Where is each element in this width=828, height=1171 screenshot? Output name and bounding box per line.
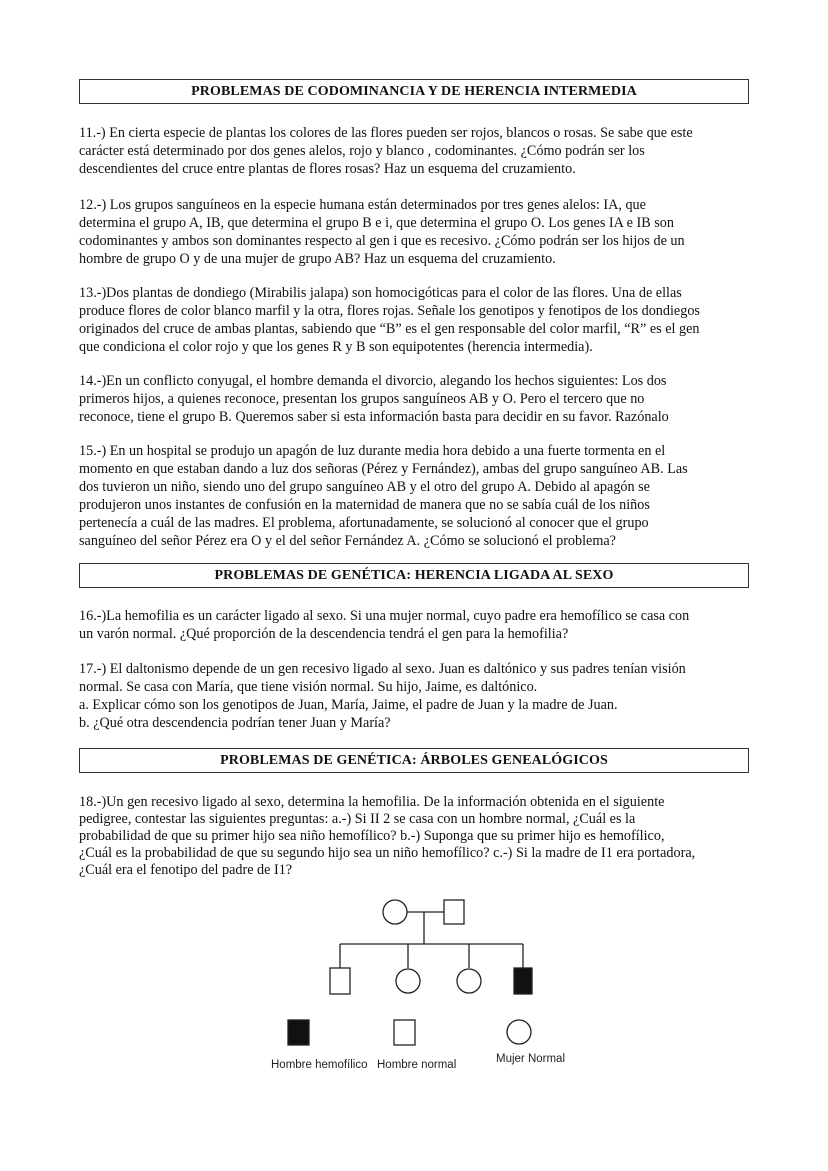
legend-affected-male-label: Hombre hemofílico [271, 1059, 368, 1071]
pedigree-female-normal-gen2-b [457, 969, 481, 993]
problem-13: 13.-)Dos plantas de dondiego (Mirabilis jalapa) son homocigóticas para el color de las flores. Una de ellas produce flores de color blanco marfil y la otra, flores rojas. Señale los genotipos y fenotipos de los dondiegos originados del cruce de ambas plantas, sabiendo que “B” es el gen responsable del color marfil, “R” es el gen que condiciona el color rojo y que los genes R y B son equipotentes (herencia intermedia). [79, 285, 700, 355]
section-header-codominance: PROBLEMAS DE CODOMINANCIA Y DE HERENCIA INTERMEDIA [79, 79, 749, 104]
legend-normal-male-icon [394, 1020, 415, 1045]
section-header-sex-linked: PROBLEMAS DE GENÉTICA: HERENCIA LIGADA AL SEXO [79, 563, 749, 588]
legend-normal-female-label: Mujer Normal [496, 1053, 566, 1065]
pedigree-female-normal-gen1 [383, 900, 407, 924]
problem-14: 14.-)En un conflicto conyugal, el hombre demanda el divorcio, alegando los hechos siguientes: Los dos primeros hijos, a quienes reconoce, presentan los grupos sanguíneos AB y O. Pero el tercero que no reconoce, tiene el grupo B. Queremos saber si esta información basta para decidir en su favor. Razónalo [79, 373, 669, 425]
legend-normal-male-label: Hombre normal [377, 1059, 457, 1071]
problem-16: 16.-)La hemofilia es un carácter ligado al sexo. Si una mujer normal, cuyo padre era hemofílico se casa con un varón normal. ¿Qué proporción de la descendencia tendrá el gen para la hemofilia? [79, 608, 690, 642]
problem-11: 11.-) En cierta especie de plantas los colores de las flores pueden ser rojos, blancos o rosas. Se sabe que este carácter está determinado por dos genes alelos, rojo y blanco , codominantes. ¿Cómo podrán ser los descendientes del cruce entre plantas de flores rosas? Haz un esquema del cruzamiento. [79, 125, 693, 177]
problem-18: 18.-)Un gen recesivo ligado al sexo, determina la hemofilia. De la información obtenida en el siguiente pedigree, contestar las siguientes preguntas: a.-) Si II 2 se casa con un hombre normal, ¿Cuál es la probabilidad de que su primer hijo sea niño hemofílico? b.-) Suponga que su primer hijo es hemofílico, ¿Cuál es la probabilidad de que su segundo hijo sea un niño hemofílico? c.-) Si la madre de I1 era portadora, ¿Cuál era el fenotipo del padre de I1? [79, 794, 696, 878]
pedigree-male-normal-gen1 [444, 900, 464, 924]
pedigree-male-affected-gen2 [514, 968, 532, 994]
pedigree-female-normal-gen2-a [396, 969, 420, 993]
legend-normal-female-icon [507, 1020, 531, 1044]
legend-affected-male-icon [288, 1020, 309, 1045]
problem-12: 12.-) Los grupos sanguíneos en la especie humana están determinados por tres genes alelos: IA, que determina el grupo A, IB, que determina el grupo B e i, que determina el grupo O. Los genes IA e IB son codominantes y ambos son dominantes respecto al gen i que es recesivo. ¿Cómo podrán ser los hijos de un hombre de grupo O y de una mujer de grupo AB? Haz un esquema del cruzamiento. [79, 197, 685, 267]
section-header-pedigree: PROBLEMAS DE GENÉTICA: ÁRBOLES GENEALÓGICOS [79, 748, 749, 773]
pedigree-male-normal-gen2 [330, 968, 350, 994]
problem-15: 15.-) En un hospital se produjo un apagón de luz durante media hora debido a una fuerte tormenta en el momento en que estaban dando a luz dos señoras (Pérez y Fernández), ambas del grupo sanguíneo AB. Las dos tuvieron un niño, siendo uno del grupo sanguíneo AB y el otro del grupo A. Debido al apagón se produjeron unos instantes de confusión en la maternidad de manera que no se sabía cuál de los niños pertenecía a cuál de las madres. El problema, afortunadamente, se solucionó al conocer que el grupo sanguíneo del señor Pérez era O y el del señor Fernández A. ¿Cómo se solucionó el problema? [79, 443, 688, 549]
problem-17: 17.-) El daltonismo depende de un gen recesivo ligado al sexo. Juan es daltónico y sus padres tenían visión normal. Se casa con María, que tiene visión normal. Su hijo, Jaime, es daltónico. a. Explicar cómo son los genotipos de Juan, María, Jaime, el padre de Juan y la madre de Juan. b. ¿Qué otra descendencia podrían tener Juan y María? [79, 661, 686, 731]
